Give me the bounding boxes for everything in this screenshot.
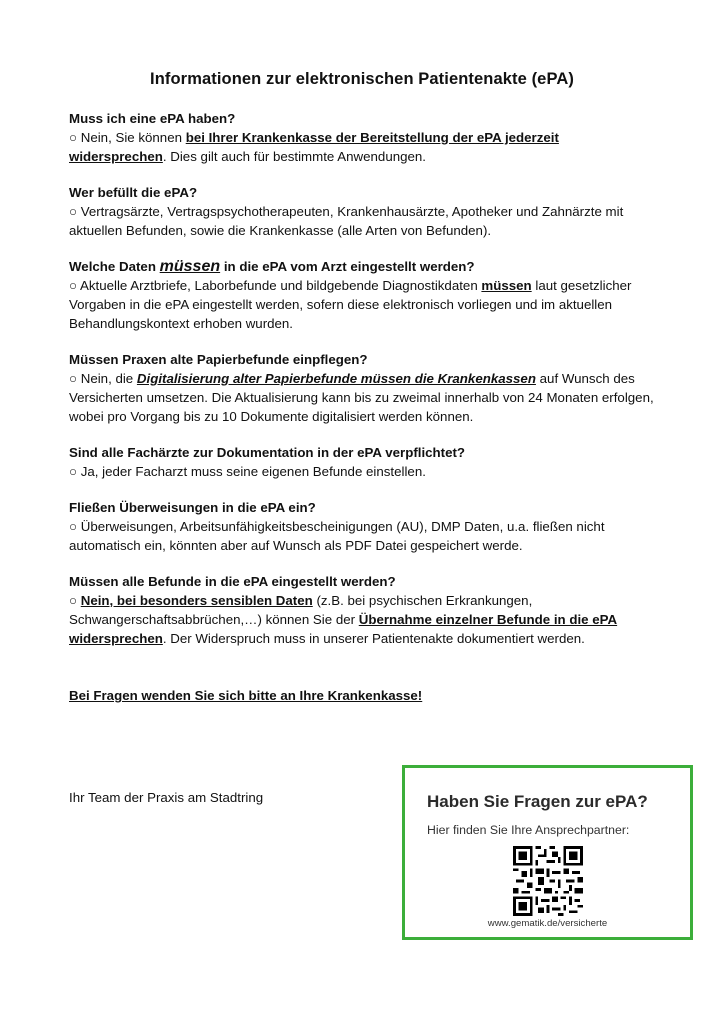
info-box-url[interactable]: www.gematik.de/versicherte — [487, 918, 608, 929]
answer-text: laut gesetzlicher Vorgaben in die ePA eingestellt werden, sofern diese elektronisch vorliegen und im aktuellen Behandlungskontext erhoben wurden. — [69, 278, 632, 331]
faq-question: Wer befüllt die ePA? — [69, 185, 198, 200]
answer-text: ○ Aktuelle Arztbriefe, Laborbefunde und bildgebende Diagnostikdaten — [69, 278, 482, 293]
faq-section-1 — [69, 109, 659, 166]
answer-emphasis: Übernahme einzelner Befunde in die ePA widersprechen — [69, 612, 618, 646]
faq-content — [69, 109, 659, 665]
faq-section-3 — [69, 257, 659, 333]
info-box-subtitle: Hier finden Sie Ihre Ansprechpartner: — [427, 823, 630, 837]
question-emphasis: müssen — [159, 258, 221, 275]
answer-text: ○ Nein, die — [69, 371, 137, 386]
answer-emphasis: müssen — [481, 278, 532, 293]
faq-answer: ○ Überweisungen, Arbeitsunfähigkeitsbescheinigungen (AU), DMP Daten, u.a. fließen nicht automatisch ein, könnten aber auf Wunsch als PDF Datei gespeichert werde. — [69, 519, 605, 553]
info-box-title: Haben Sie Fragen zur ePA? — [427, 792, 648, 811]
answer-emphasis: Digitalisierung alter Papierbefunde müssen die Krankenkassen — [136, 371, 536, 386]
answer-emphasis: Nein, bei besonders sensiblen Daten — [80, 593, 313, 608]
qr-code-icon[interactable] — [513, 846, 583, 916]
faq-question: Müssen Praxen alte Papierbefunde einpflegen? — [69, 352, 368, 367]
faq-question: Müssen alle Befunde in die ePA eingestellt werden? — [69, 574, 396, 589]
faq-question: Sind alle Fachärzte zur Dokumentation in der ePA verpflichtet? — [69, 445, 466, 460]
faq-section-2 — [69, 183, 659, 240]
faq-answer — [69, 591, 659, 648]
answer-emphasis: bei Ihrer Krankenkasse der Bereitstellung der ePA jederzeit widersprechen — [69, 130, 559, 164]
faq-answer — [69, 128, 659, 166]
question-text: Welche Daten — [69, 259, 160, 274]
faq-question — [69, 257, 659, 276]
faq-answer — [69, 276, 659, 333]
faq-section-4 — [69, 350, 659, 426]
faq-answer: ○ Vertragsärzte, Vertragspsychotherapeuten, Krankenhausärzte, Apotheker und Zahnärzte mit aktuellen Befunden, sowie die Krankenkasse (alle Arten von Befunden). — [69, 204, 624, 238]
faq-answer: ○ Ja, jeder Facharzt muss seine eigenen Befunde einstellen. — [69, 464, 426, 479]
document-title: Informationen zur elektronischen Patientenakte (ePA) — [150, 70, 574, 88]
signature: Ihr Team der Praxis am Stadtring — [69, 790, 264, 805]
faq-section-6 — [69, 498, 659, 555]
faq-question: Fließen Überweisungen in die ePA ein? — [69, 500, 316, 515]
faq-section-7 — [69, 572, 659, 648]
faq-answer — [69, 369, 659, 426]
answer-text: (z.B. bei psychischen Erkrankungen, Schwangerschaftsabbrüchen,…) können Sie der — [69, 593, 533, 627]
faq-section-5 — [69, 443, 659, 481]
final-note: Bei Fragen wenden Sie sich bitte an Ihre Krankenkasse! — [69, 688, 423, 703]
answer-text: . Der Widerspruch muss in unserer Patientenakte dokumentiert werden. — [162, 631, 585, 646]
info-box — [402, 765, 693, 940]
question-text: in die ePA vom Arzt eingestellt werden? — [220, 259, 475, 274]
answer-text: ○ Nein, Sie können — [69, 130, 186, 145]
answer-text: . Dies gilt auch für bestimmte Anwendungen. — [162, 149, 426, 164]
faq-question: Muss ich eine ePA haben? — [69, 111, 236, 126]
answer-text: auf Wunsch des Versicherten umsetzen. Die Aktualisierung kann bis zu zweimal innerhalb von 24 Monaten erfolgen, wobei pro Vorgang bis zu 10 Dokumente digitalisiert werden können. — [69, 371, 654, 424]
answer-text: ○ — [69, 593, 81, 608]
